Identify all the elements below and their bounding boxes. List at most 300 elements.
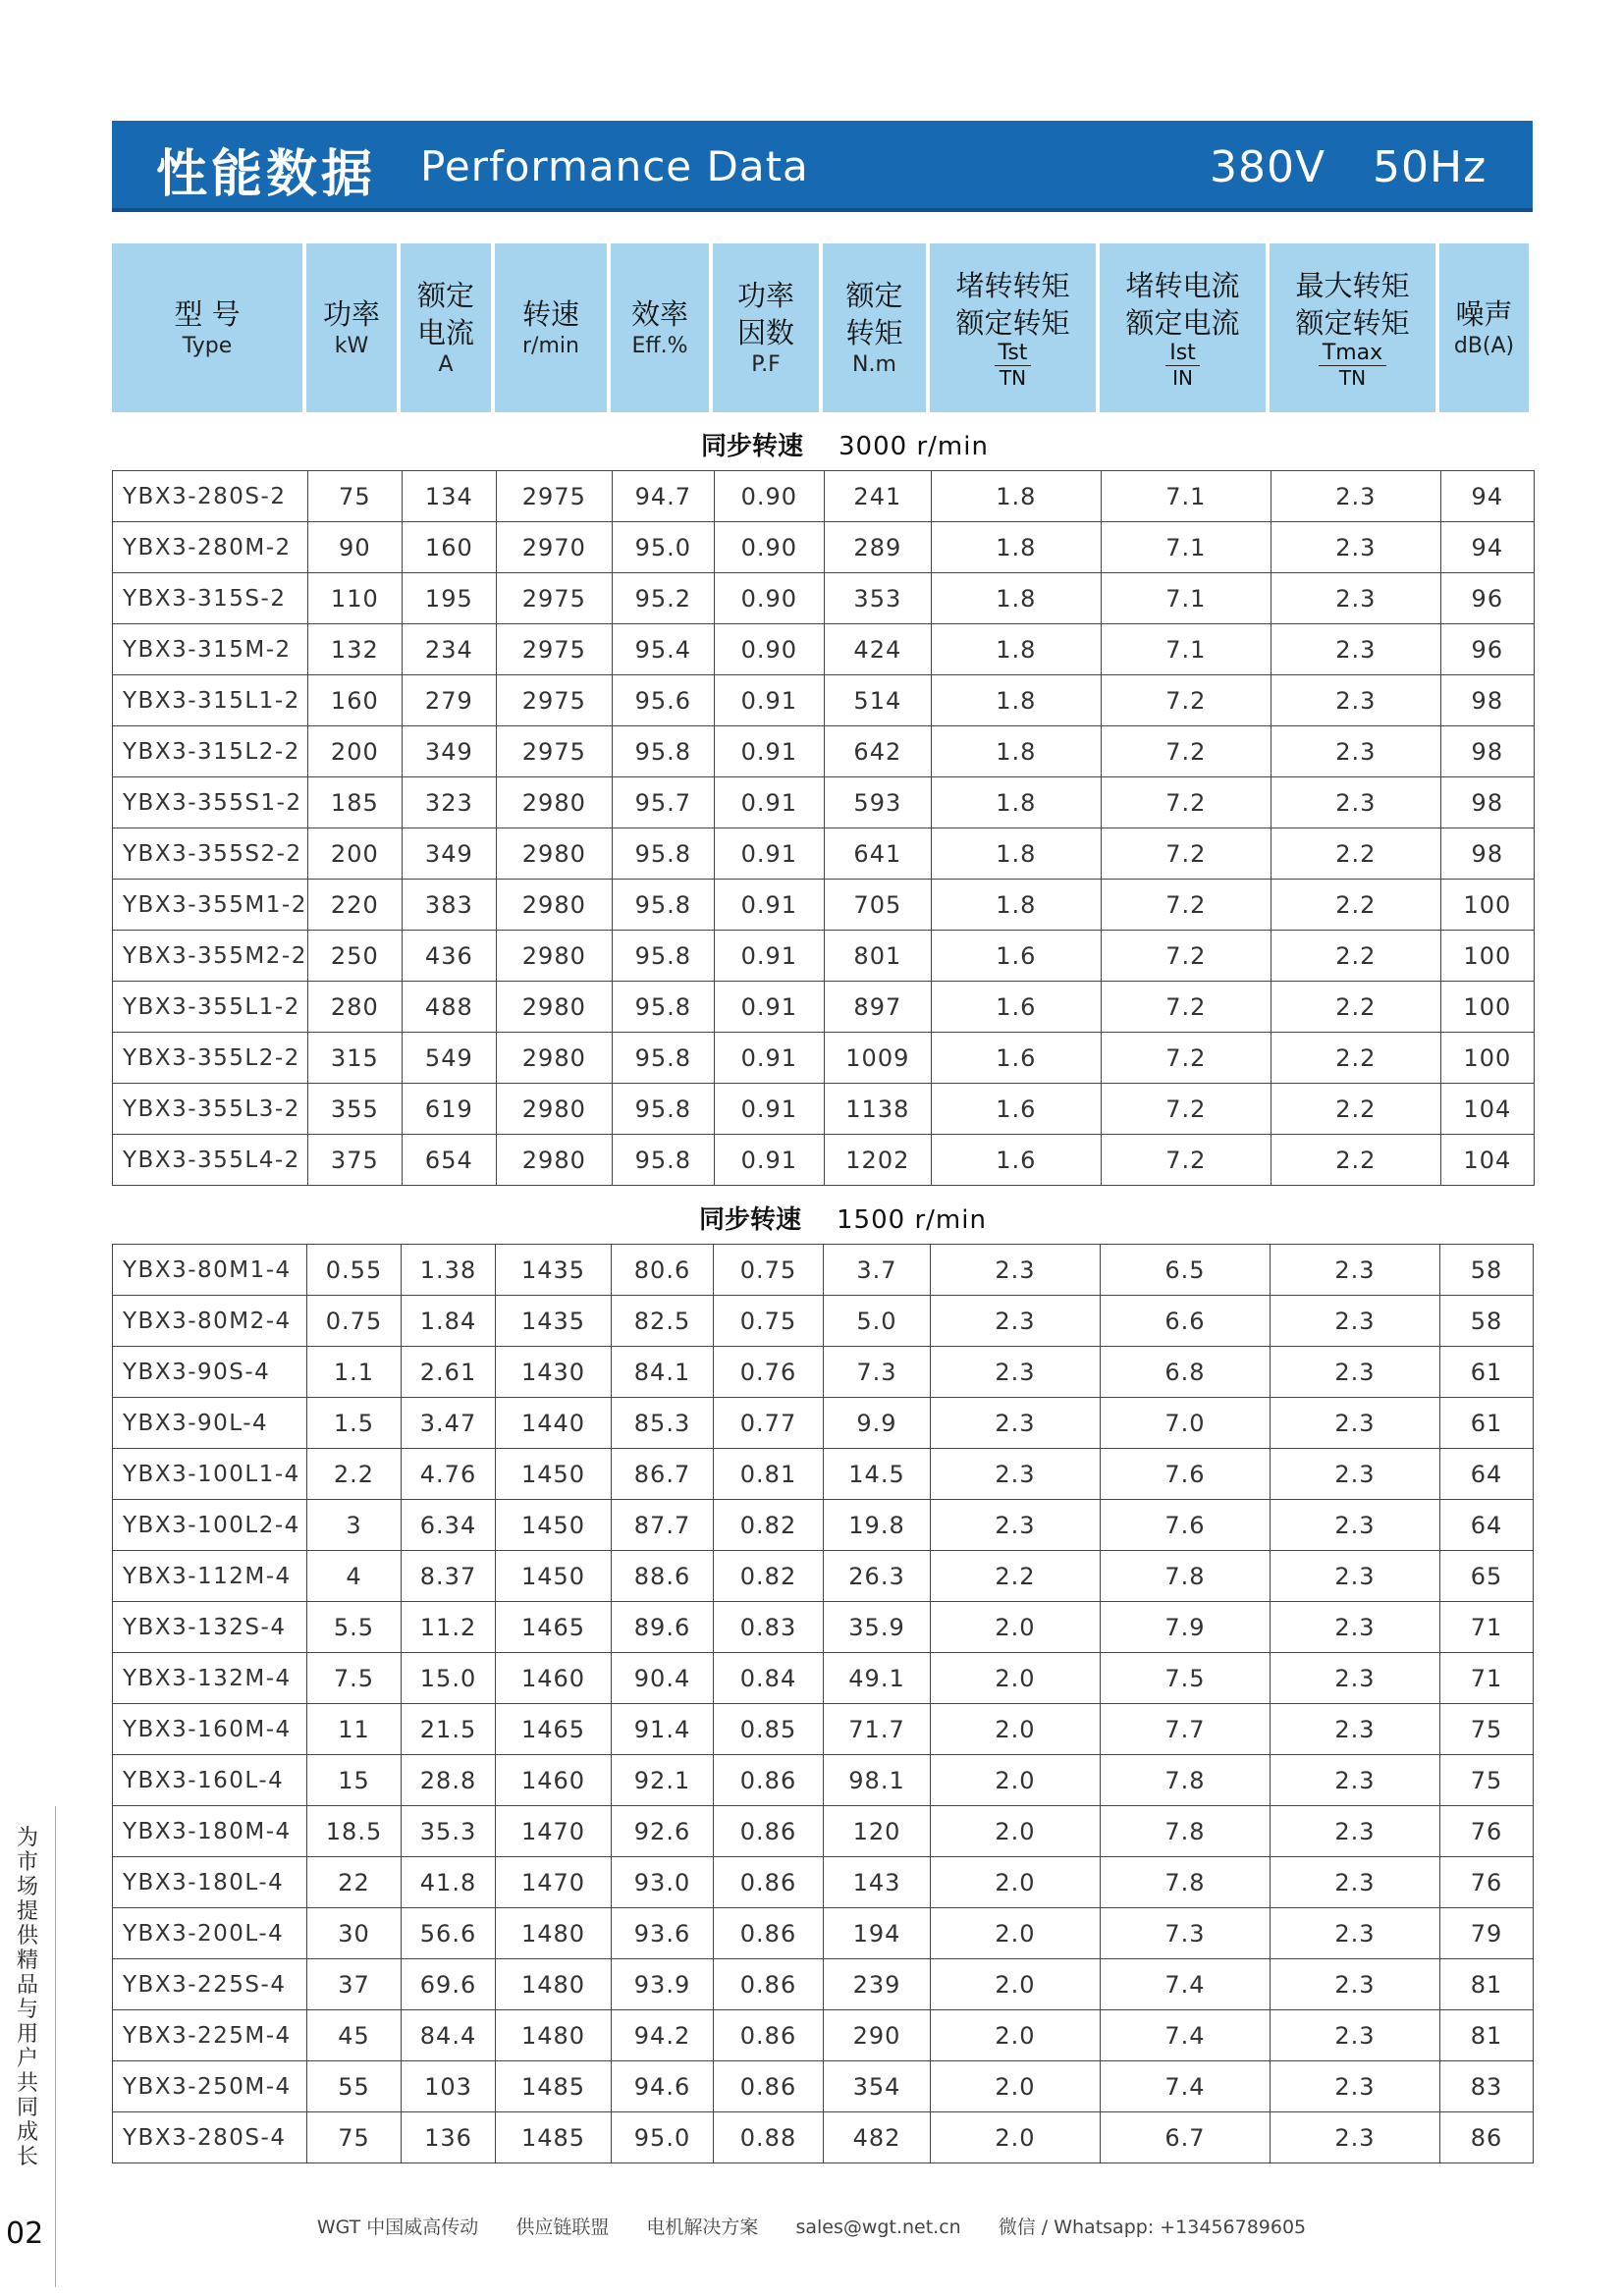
value-cell: 86: [1440, 2112, 1534, 2163]
header-unit: kW: [334, 334, 369, 358]
value-cell: 2.0: [931, 1908, 1101, 1959]
value-cell: 95.8: [612, 880, 714, 931]
value-cell: 55: [307, 2061, 402, 2112]
value-cell: 1.8: [931, 777, 1101, 828]
table-row: [113, 1033, 1535, 1084]
value-cell: 64: [1440, 1449, 1534, 1500]
value-cell: 2.3: [1271, 1857, 1440, 1908]
value-cell: 1480: [496, 1908, 612, 1959]
value-cell: 2.3: [1271, 1653, 1440, 1704]
table-row: [113, 828, 1535, 880]
value-cell: 7.4: [1101, 1959, 1271, 2010]
frequency-label: 50Hz: [1373, 142, 1488, 192]
value-cell: 2.3: [1271, 1449, 1440, 1500]
value-cell: 1465: [496, 1602, 612, 1653]
header-cell: [495, 243, 607, 412]
value-cell: 2980: [496, 931, 612, 982]
value-cell: 41.8: [402, 1857, 496, 1908]
value-cell: 1138: [824, 1084, 931, 1135]
value-cell: 0.91: [714, 1084, 824, 1135]
value-cell: 0.86: [714, 1755, 824, 1806]
value-cell: 30: [307, 1908, 402, 1959]
value-cell: 90: [307, 522, 402, 573]
value-cell: 194: [824, 1908, 931, 1959]
value-cell: 1.5: [307, 1398, 402, 1449]
value-cell: 1.8: [931, 522, 1101, 573]
value-cell: 0.75: [714, 1296, 824, 1347]
value-cell: 2970: [496, 522, 612, 573]
value-cell: 15: [307, 1755, 402, 1806]
value-cell: 7.7: [1101, 1704, 1271, 1755]
value-cell: 0.75: [714, 1245, 824, 1296]
table-row: [113, 2112, 1534, 2163]
header-cell: [401, 243, 491, 412]
value-cell: 2975: [496, 573, 612, 624]
value-cell: 1460: [496, 1755, 612, 1806]
value-cell: 2.0: [931, 1857, 1101, 1908]
side-slogan: 为市场提供精品 与用户共同成长: [16, 1826, 38, 2169]
value-cell: 185: [307, 777, 402, 828]
value-cell: 95.8: [612, 931, 714, 982]
value-cell: 7.2: [1101, 777, 1271, 828]
value-cell: 1.8: [931, 675, 1101, 726]
model-cell: YBX3-355S1-2: [113, 777, 308, 828]
value-cell: 0.90: [714, 471, 824, 522]
value-cell: 92.6: [612, 1806, 714, 1857]
table-row: [113, 1500, 1534, 1551]
value-cell: 81: [1440, 1959, 1534, 2010]
value-cell: 279: [402, 675, 496, 726]
voltage-label: 380V: [1210, 142, 1326, 192]
value-cell: 2.3: [1271, 624, 1440, 675]
value-cell: 2.2: [1271, 880, 1440, 931]
model-cell: YBX3-315L1-2: [113, 675, 308, 726]
value-cell: 14.5: [824, 1449, 931, 1500]
value-cell: 2980: [496, 828, 612, 880]
value-cell: 82.5: [612, 1296, 714, 1347]
model-cell: YBX3-160M-4: [113, 1704, 307, 1755]
value-cell: 28.8: [402, 1755, 496, 1806]
value-cell: 593: [824, 777, 931, 828]
value-cell: 7.8: [1101, 1857, 1271, 1908]
value-cell: 35.9: [824, 1602, 931, 1653]
model-cell: YBX3-80M1-4: [113, 1245, 307, 1296]
value-cell: 1465: [496, 1704, 612, 1755]
table-row: [113, 1084, 1535, 1135]
value-cell: 2980: [496, 1084, 612, 1135]
table-row: [113, 1398, 1534, 1449]
table-row: [113, 1449, 1534, 1500]
value-cell: 45: [307, 2010, 402, 2061]
value-cell: 56.6: [402, 1908, 496, 1959]
value-cell: 92.1: [612, 1755, 714, 1806]
value-cell: 1430: [496, 1347, 612, 1398]
value-cell: 0.84: [714, 1653, 824, 1704]
value-cell: 7.8: [1101, 1755, 1271, 1806]
value-cell: 0.91: [714, 777, 824, 828]
value-cell: 71: [1440, 1602, 1534, 1653]
value-cell: 2980: [496, 777, 612, 828]
value-cell: 0.88: [714, 2112, 824, 2163]
value-cell: 1202: [824, 1135, 931, 1186]
value-cell: 641: [824, 828, 931, 880]
value-cell: 2980: [496, 982, 612, 1033]
value-cell: 81: [1440, 2010, 1534, 2061]
value-cell: 2.2: [1271, 982, 1440, 1033]
model-cell: YBX3-355M1-2: [113, 880, 308, 931]
table-row: [113, 2061, 1534, 2112]
value-cell: 2.3: [1271, 2112, 1440, 2163]
table-row: [113, 573, 1535, 624]
value-cell: 84.1: [612, 1347, 714, 1398]
value-cell: 2.2: [1271, 931, 1440, 982]
value-cell: 100: [1440, 1033, 1534, 1084]
value-cell: 514: [824, 675, 931, 726]
table-row: [113, 1653, 1534, 1704]
model-cell: YBX3-315L2-2: [113, 726, 308, 777]
performance-table-1500: [112, 1244, 1534, 2163]
table-row: [113, 1755, 1534, 1806]
value-cell: 134: [402, 471, 496, 522]
value-cell: 104: [1440, 1084, 1534, 1135]
value-cell: 0.82: [714, 1500, 824, 1551]
header-unit: Eff.%: [631, 334, 688, 358]
footer-email[interactable]: sales@wgt.net.cn: [795, 2216, 961, 2238]
header-numerator: Tmax: [1319, 342, 1386, 366]
value-cell: 0.77: [714, 1398, 824, 1449]
value-cell: 7.5: [307, 1653, 402, 1704]
value-cell: 2.3: [1271, 2061, 1440, 2112]
header-cell: [112, 243, 302, 412]
value-cell: 2.3: [1271, 1908, 1440, 1959]
value-cell: 5.0: [824, 1296, 931, 1347]
table-row: [113, 1857, 1534, 1908]
value-cell: 2.0: [931, 2112, 1101, 2163]
value-cell: 1.6: [931, 1033, 1101, 1084]
model-cell: YBX3-315M-2: [113, 624, 308, 675]
model-cell: YBX3-355M2-2: [113, 931, 308, 982]
value-cell: 7.9: [1101, 1602, 1271, 1653]
value-cell: 75: [307, 2112, 402, 2163]
value-cell: 323: [402, 777, 496, 828]
model-cell: YBX3-80M2-4: [113, 1296, 307, 1347]
value-cell: 95.8: [612, 828, 714, 880]
table-row: [113, 777, 1535, 828]
value-cell: 3: [307, 1500, 402, 1551]
title-cn: 性能数据: [156, 145, 377, 204]
model-cell: YBX3-280S-4: [113, 2112, 307, 2163]
header-numerator: Tst: [995, 342, 1032, 366]
model-cell: YBX3-100L1-4: [113, 1449, 307, 1500]
value-cell: 0.86: [714, 1959, 824, 2010]
header-cell: [1439, 243, 1529, 412]
value-cell: 49.1: [824, 1653, 931, 1704]
header-fraction: [995, 342, 1032, 390]
value-cell: 85.3: [612, 1398, 714, 1449]
value-cell: 2.0: [931, 2010, 1101, 2061]
value-cell: 897: [824, 982, 931, 1033]
header-numerator: Ist: [1165, 342, 1200, 366]
table-row: [113, 1959, 1534, 2010]
value-cell: 1.8: [931, 880, 1101, 931]
value-cell: 2.3: [931, 1245, 1101, 1296]
value-cell: 71: [1440, 1653, 1534, 1704]
model-cell: YBX3-355L3-2: [113, 1084, 308, 1135]
footer: [0, 2213, 1623, 2239]
value-cell: 2.2: [1271, 828, 1440, 880]
model-cell: YBX3-180M-4: [113, 1806, 307, 1857]
value-cell: 0.86: [714, 2061, 824, 2112]
model-cell: YBX3-180L-4: [113, 1857, 307, 1908]
header-denominator: TN: [1338, 365, 1367, 390]
table-row: [113, 675, 1535, 726]
value-cell: 2.3: [931, 1296, 1101, 1347]
value-cell: 2.3: [1271, 522, 1440, 573]
value-cell: 95.0: [612, 522, 714, 573]
value-cell: 0.91: [714, 675, 824, 726]
value-cell: 103: [402, 2061, 496, 2112]
value-cell: 7.1: [1101, 624, 1271, 675]
value-cell: 7.2: [1101, 828, 1271, 880]
page-number: 02: [6, 2216, 44, 2251]
header-cell: [713, 243, 819, 412]
value-cell: 2.3: [1271, 1551, 1440, 1602]
model-cell: YBX3-112M-4: [113, 1551, 307, 1602]
value-cell: 1440: [496, 1398, 612, 1449]
value-cell: 95.2: [612, 573, 714, 624]
value-cell: 0.85: [714, 1704, 824, 1755]
header-unit: N.m: [852, 352, 896, 377]
value-cell: 315: [307, 1033, 402, 1084]
value-cell: 424: [824, 624, 931, 675]
table-row: [113, 1296, 1534, 1347]
value-cell: 80.6: [612, 1245, 714, 1296]
value-cell: 2975: [496, 675, 612, 726]
value-cell: 132: [307, 624, 402, 675]
model-cell: YBX3-100L2-4: [113, 1500, 307, 1551]
value-cell: 0.86: [714, 1806, 824, 1857]
value-cell: 100: [1440, 982, 1534, 1033]
value-cell: 110: [307, 573, 402, 624]
value-cell: 0.82: [714, 1551, 824, 1602]
value-cell: 2.0: [931, 1653, 1101, 1704]
value-cell: 2975: [496, 471, 612, 522]
section-title-1500: [699, 1200, 987, 1239]
value-cell: 0.91: [714, 1135, 824, 1186]
value-cell: 1460: [496, 1653, 612, 1704]
value-cell: 104: [1440, 1135, 1534, 1186]
value-cell: 95.8: [612, 1033, 714, 1084]
model-cell: YBX3-160L-4: [113, 1755, 307, 1806]
value-cell: 95.7: [612, 777, 714, 828]
value-cell: 2.61: [402, 1347, 496, 1398]
value-cell: 5.5: [307, 1602, 402, 1653]
value-cell: 61: [1440, 1398, 1534, 1449]
value-cell: 95.8: [612, 1084, 714, 1135]
value-cell: 2.0: [931, 1755, 1101, 1806]
value-cell: 2.0: [931, 1704, 1101, 1755]
table-row: [113, 471, 1535, 522]
value-cell: 0.90: [714, 573, 824, 624]
header-cell: [611, 243, 709, 412]
value-cell: 95.8: [612, 982, 714, 1033]
value-cell: 2.3: [1271, 777, 1440, 828]
model-cell: YBX3-90L-4: [113, 1398, 307, 1449]
value-cell: 383: [402, 880, 496, 931]
value-cell: 1.6: [931, 1084, 1101, 1135]
value-cell: 200: [307, 726, 402, 777]
table-row: [113, 1245, 1534, 1296]
value-cell: 1.6: [931, 1135, 1101, 1186]
header-unit: P.F: [751, 352, 781, 377]
value-cell: 98: [1440, 726, 1534, 777]
model-cell: YBX3-355L2-2: [113, 1033, 308, 1084]
value-cell: 94.7: [612, 471, 714, 522]
value-cell: 88.6: [612, 1551, 714, 1602]
value-cell: 1.8: [931, 573, 1101, 624]
table-row: [113, 1602, 1534, 1653]
value-cell: 100: [1440, 931, 1534, 982]
value-cell: 1450: [496, 1449, 612, 1500]
value-cell: 0.86: [714, 1857, 824, 1908]
value-cell: 801: [824, 931, 931, 982]
value-cell: 95.8: [612, 726, 714, 777]
value-cell: 241: [824, 471, 931, 522]
value-cell: 488: [402, 982, 496, 1033]
value-cell: 6.5: [1101, 1245, 1271, 1296]
value-cell: 349: [402, 828, 496, 880]
value-cell: 2.3: [1271, 1959, 1440, 2010]
value-cell: 0.86: [714, 1908, 824, 1959]
value-cell: 234: [402, 624, 496, 675]
value-cell: 2.3: [931, 1500, 1101, 1551]
value-cell: 98: [1440, 828, 1534, 880]
value-cell: 1.8: [931, 624, 1101, 675]
value-cell: 4.76: [402, 1449, 496, 1500]
value-cell: 7.6: [1101, 1449, 1271, 1500]
value-cell: 1450: [496, 1500, 612, 1551]
value-cell: 2.3: [931, 1398, 1101, 1449]
value-cell: 200: [307, 828, 402, 880]
table-row: [113, 522, 1535, 573]
value-cell: 2.3: [1271, 1296, 1440, 1347]
value-cell: 21.5: [402, 1704, 496, 1755]
value-cell: 95.6: [612, 675, 714, 726]
value-cell: 1009: [824, 1033, 931, 1084]
header-label: 功率: [322, 297, 380, 331]
value-cell: 436: [402, 931, 496, 982]
value-cell: 2.0: [931, 1602, 1101, 1653]
value-cell: 2.3: [1271, 675, 1440, 726]
header-label: 额定 电流: [416, 279, 474, 349]
model-cell: YBX3-225M-4: [113, 2010, 307, 2061]
value-cell: 354: [824, 2061, 931, 2112]
value-cell: 1435: [496, 1245, 612, 1296]
section-label: 同步转速: [699, 1205, 802, 1235]
section-label: 同步转速: [701, 432, 804, 461]
value-cell: 7.2: [1101, 1135, 1271, 1186]
value-cell: 136: [402, 2112, 496, 2163]
value-cell: 1470: [496, 1806, 612, 1857]
model-cell: YBX3-90S-4: [113, 1347, 307, 1398]
section-title-3000: [701, 426, 989, 465]
value-cell: 2.2: [307, 1449, 402, 1500]
value-cell: 375: [307, 1135, 402, 1186]
value-cell: 4: [307, 1551, 402, 1602]
value-cell: 1.84: [402, 1296, 496, 1347]
value-cell: 95.8: [612, 1135, 714, 1186]
value-cell: 0.76: [714, 1347, 824, 1398]
header-cell: [1100, 243, 1266, 412]
value-cell: 35.3: [402, 1806, 496, 1857]
value-cell: 7.1: [1101, 573, 1271, 624]
value-cell: 2.3: [1271, 471, 1440, 522]
value-cell: 654: [402, 1135, 496, 1186]
value-cell: 7.5: [1101, 1653, 1271, 1704]
value-cell: 1.8: [931, 726, 1101, 777]
value-cell: 89.6: [612, 1602, 714, 1653]
value-cell: 2.0: [931, 1806, 1101, 1857]
value-cell: 160: [307, 675, 402, 726]
section-speed: 1500 r/min: [837, 1205, 987, 1235]
value-cell: 96: [1440, 573, 1534, 624]
value-cell: 93.0: [612, 1857, 714, 1908]
value-cell: 0.91: [714, 931, 824, 982]
header-cell: [306, 243, 397, 412]
value-cell: 705: [824, 880, 931, 931]
value-cell: 619: [402, 1084, 496, 1135]
value-cell: 94.2: [612, 2010, 714, 2061]
header-unit: r/min: [522, 334, 579, 358]
table-row: [113, 1704, 1534, 1755]
value-cell: 69.6: [402, 1959, 496, 2010]
value-cell: 93.6: [612, 1908, 714, 1959]
value-cell: 11: [307, 1704, 402, 1755]
value-cell: 7.0: [1101, 1398, 1271, 1449]
value-cell: 98.1: [824, 1755, 931, 1806]
value-cell: 349: [402, 726, 496, 777]
model-cell: YBX3-132S-4: [113, 1602, 307, 1653]
value-cell: 7.1: [1101, 522, 1271, 573]
value-cell: 2.3: [931, 1449, 1101, 1500]
value-cell: 239: [824, 1959, 931, 2010]
value-cell: 2.3: [1271, 1347, 1440, 1398]
value-cell: 11.2: [402, 1602, 496, 1653]
value-cell: 2.3: [931, 1347, 1101, 1398]
value-cell: 94: [1440, 522, 1534, 573]
value-cell: 195: [402, 573, 496, 624]
value-cell: 6.6: [1101, 1296, 1271, 1347]
value-cell: 289: [824, 522, 931, 573]
table-row: [113, 880, 1535, 931]
header-label: 效率: [630, 297, 688, 331]
header-unit: A: [438, 352, 454, 377]
value-cell: 1485: [496, 2112, 612, 2163]
value-cell: 7.3: [1101, 1908, 1271, 1959]
value-cell: 0.75: [307, 1296, 402, 1347]
value-cell: 2.3: [1271, 573, 1440, 624]
value-cell: 2975: [496, 726, 612, 777]
table-row: [113, 1551, 1534, 1602]
value-cell: 2.2: [1271, 1033, 1440, 1084]
value-cell: 1.8: [931, 471, 1101, 522]
value-cell: 93.9: [612, 1959, 714, 2010]
value-cell: 2980: [496, 1033, 612, 1084]
value-cell: 15.0: [402, 1653, 496, 1704]
value-cell: 1.38: [402, 1245, 496, 1296]
value-cell: 2.0: [931, 2061, 1101, 2112]
model-cell: YBX3-250M-4: [113, 2061, 307, 2112]
